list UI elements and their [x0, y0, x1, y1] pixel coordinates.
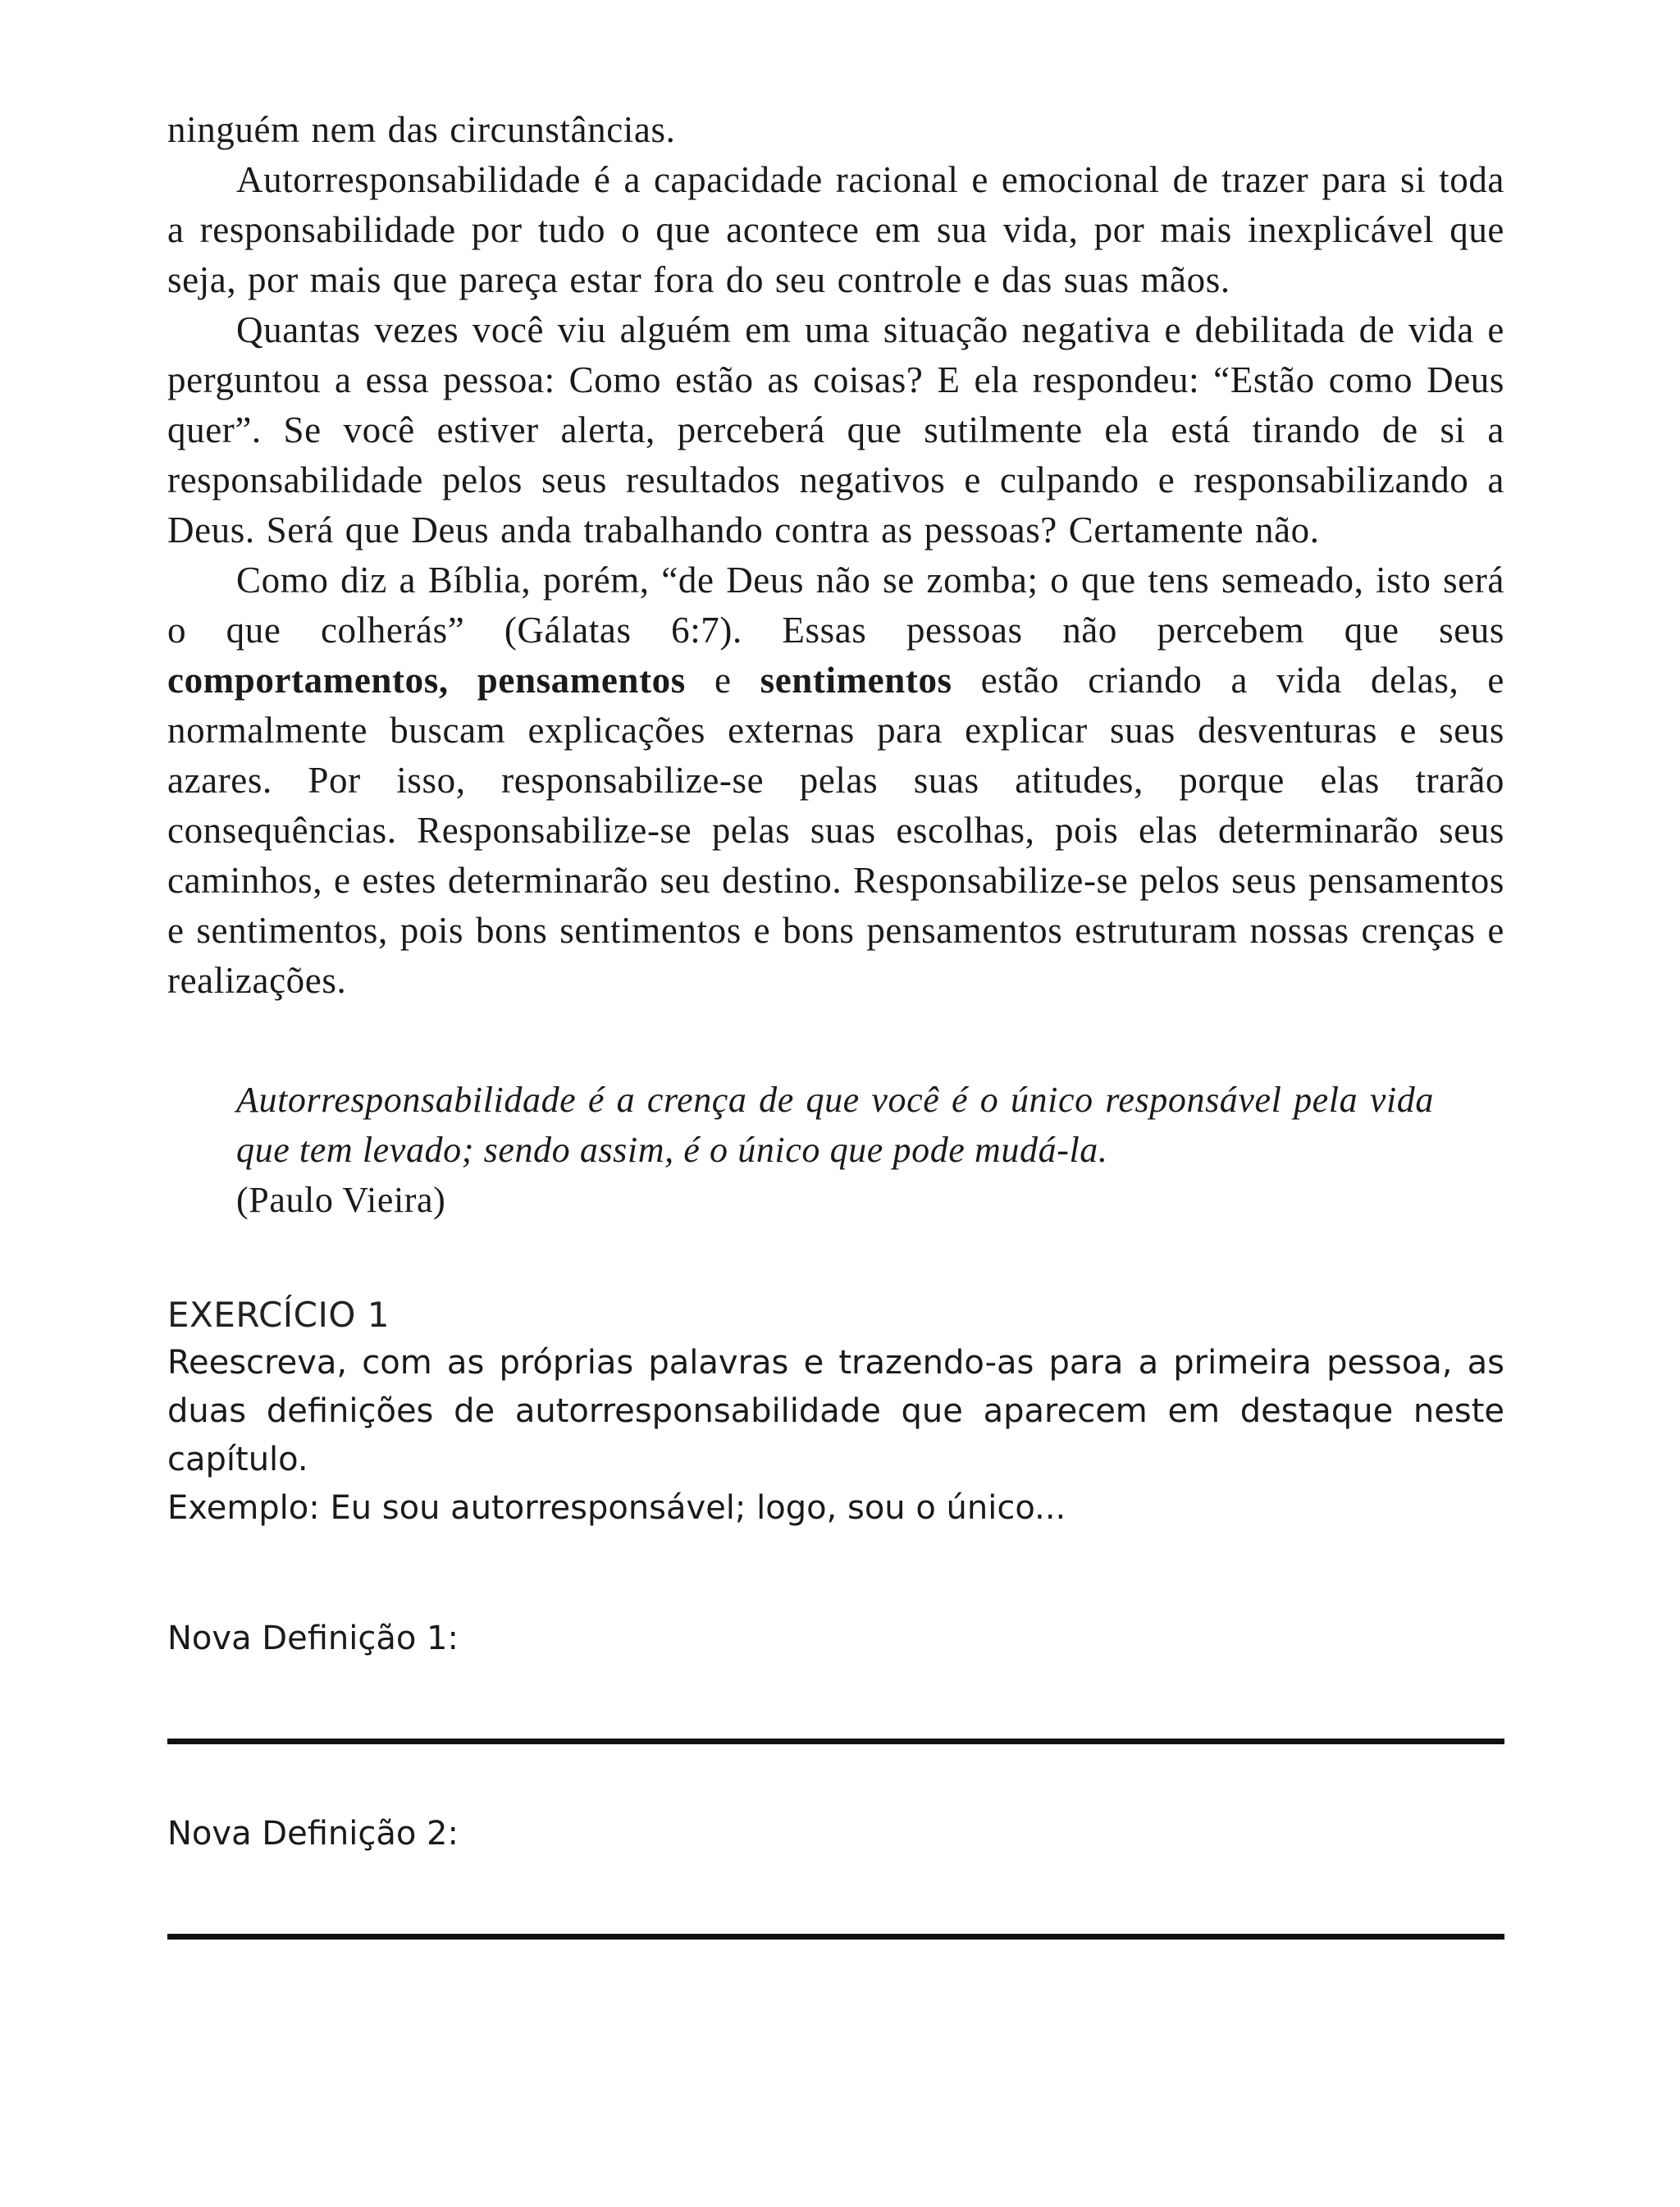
definition-1-answer-line[interactable]: [167, 1739, 1504, 1744]
paragraph-3: Quantas vezes você viu alguém em uma situação negativa e debilitada de vida e perguntou a essa pessoa: Como estão as coisas? E ela respondeu: “Estão como Deus quer”. Se você estiver alerta, perceberá que sutilmente ela está tirando de si a responsabilidade pelos seus resultados negativos e culpando e responsabilizando a Deus. Será que Deus anda trabalhando contra as pessoas? Certamente não.: [167, 309, 1504, 551]
paragraph-4-text-c: e: [714, 660, 732, 701]
body-text: [167, 105, 1504, 1006]
paragraph-2: Autorresponsabilidade é a capacidade racional e emocional de trazer para si toda a responsabilidade por tudo o que acontece em sua vida, por mais inexplicável que seja, por mais que pareça estar fora do seu controle e das suas mãos.: [167, 159, 1504, 300]
definition-2-answer-line[interactable]: [167, 1934, 1504, 1940]
exercise-instruction: Reescreva, com as próprias palavras e trazendo-as para a primeira pessoa, as duas definições de autorresponsabilidade que aparecem em destaque neste capítulo.: [167, 1344, 1504, 1478]
exercise-example: Exemplo: Eu sou autorresponsável; logo, sou o único...: [167, 1489, 1066, 1527]
definition-2-label: Nova Definição 2:: [167, 1815, 459, 1853]
definition-1-label: Nova Definição 1:: [167, 1620, 459, 1657]
book-page: [167, 105, 1504, 1940]
highlight-quote: [236, 1075, 1434, 1225]
paragraph-4-bold-b: sentimentos: [760, 660, 952, 701]
paragraph-1: ninguém nem das circunstâncias.: [167, 109, 676, 150]
exercise-body: [167, 1339, 1504, 1533]
quote-author: (Paulo Vieira): [236, 1180, 446, 1220]
exercise-title: EXERCÍCIO 1: [167, 1295, 390, 1335]
paragraph-4-text-d: estão criando a vida delas, e normalmente buscam explicações externas para explicar suas desventuras e seus azares. Por isso, responsabilize-se pelas suas atitudes, porque elas trarão consequências. Responsabilize-se pelas suas escolhas, pois elas determinarão seus caminhos, e estes determinarão seu destino. Responsabilize-se pelos seus pensamentos e sentimentos, pois bons sentimentos e bons pensamentos estruturam nossas crenças e realizações.: [167, 660, 1504, 1001]
paragraph-4-bold-a: comportamentos, pensamentos: [167, 660, 686, 701]
quote-text: Autorresponsabilidade é a crença de que você é o único responsável pela vida que tem levado; sendo assim, é o único que pode mudá-la.: [236, 1080, 1434, 1170]
paragraph-4: [167, 555, 1504, 1006]
paragraph-4-text-a: Como diz a Bíblia, porém, “de Deus não se zomba; o que tens semeado, isto será o que colherás” (Gálatas 6:7). Essas pessoas não percebem que seus: [167, 560, 1504, 651]
